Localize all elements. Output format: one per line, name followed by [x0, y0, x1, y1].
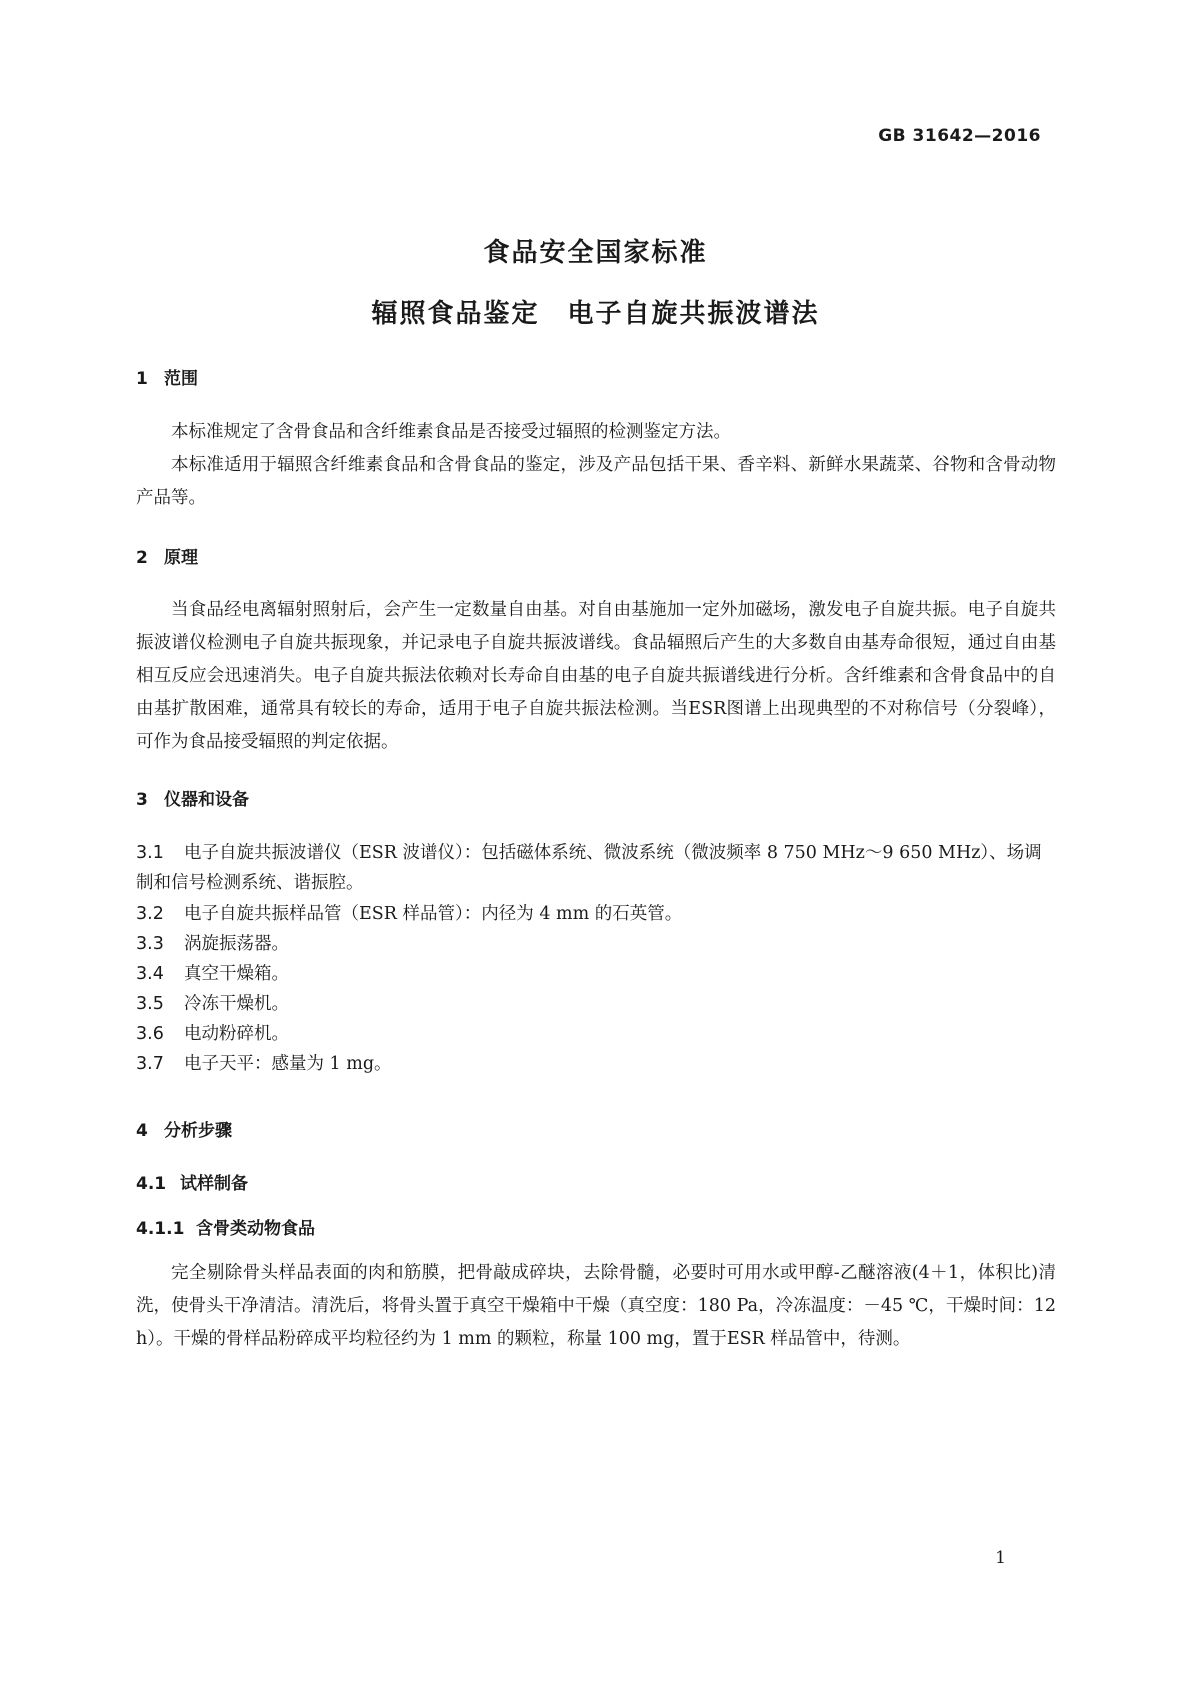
- section-number: 4: [136, 1121, 148, 1141]
- item-text: 冷冻干燥机。: [184, 994, 289, 1014]
- item-text: 电子自旋共振波谱仪（ESR 波谱仪）：包括磁体系统、微波系统（微波频率 8 750 MHz～9 650 MHz）、场调制和信号检测系统、谐振腔。: [136, 843, 1042, 893]
- subsection-4-1-heading: [136, 1169, 248, 1194]
- item-number: 3.5: [136, 994, 164, 1014]
- item-number: 3.3: [136, 934, 164, 954]
- item-number: 3.7: [136, 1054, 164, 1074]
- list-item: [136, 929, 1056, 959]
- section-number: 2: [136, 548, 148, 568]
- paragraph: 本标准适用于辐照含纤维素食品和含骨食品的鉴定，涉及产品包括干果、香辛料、新鲜水果蔬菜、谷物和含骨动物产品等。: [136, 455, 1056, 508]
- section-3-heading: [136, 785, 249, 810]
- section-title: 分析步骤: [164, 1121, 232, 1141]
- list-item: [136, 1019, 1056, 1049]
- section-number: 4.1.1: [136, 1219, 185, 1239]
- section-title: 范围: [164, 369, 198, 389]
- list-item: [136, 1049, 1056, 1079]
- section-number: 3: [136, 790, 148, 810]
- section-number: 1: [136, 369, 148, 389]
- standard-code: GB 31642—2016: [878, 126, 1041, 146]
- item-text: 电子自旋共振样品管（ESR 样品管）：内径为 4 mm 的石英管。: [184, 904, 683, 924]
- item-text: 电动粉碎机。: [184, 1024, 289, 1044]
- list-item: [136, 838, 1056, 898]
- list-item: [136, 899, 1056, 929]
- section-2-heading: [136, 543, 198, 568]
- page-number: 1: [995, 1548, 1006, 1568]
- paragraph: 完全剔除骨头样品表面的肉和筋膜，把骨敲成碎块，去除骨髓，必要时可用水或甲醇-乙醚溶液(4＋1，体积比)清洗，使骨头干净清洁。清洗后，将骨头置于真空干燥箱中干燥（真空度：180 Pa，冷冻温度：－45 ℃，干燥时间：12 h）。干燥的骨样品粉碎成平均粒径约为 1 mm 的颗粒，称量 100 mg，置于ESR 样品管中，待测。: [136, 1263, 1056, 1349]
- sub-title: 辐照食品鉴定 电子自旋共振波谱法: [371, 299, 820, 329]
- section-title: 含骨类动物食品: [196, 1219, 315, 1239]
- item-number: 3.6: [136, 1024, 164, 1044]
- paragraph: 本标准规定了含骨食品和含纤维素食品是否接受过辐照的检测鉴定方法。: [171, 422, 731, 442]
- section-title: 仪器和设备: [164, 790, 249, 810]
- main-title: 食品安全国家标准: [483, 238, 708, 268]
- item-text: 真空干燥箱。: [184, 964, 289, 984]
- section-4-heading: [136, 1116, 232, 1141]
- item-number: 3.1: [136, 843, 164, 863]
- paragraph: 当食品经电离辐射照射后，会产生一定数量自由基。对自由基施加一定外加磁场，激发电子自旋共振。电子自旋共振波谱仪检测电子自旋共振现象，并记录电子自旋共振波谱线。食品辐照后产生的大多数自由基寿命很短，通过自由基相互反应会迅速消失。电子自旋共振法依赖对长寿命自由基的电子自旋共振谱线进行分析。含纤维素和含骨食品中的自由基扩散困难，通常具有较长的寿命，适用于电子自旋共振法检测。当ESR图谱上出现典型的不对称信号（分裂峰），可作为食品接受辐照的判定依据。: [136, 600, 1056, 752]
- section-1-heading: [136, 364, 198, 389]
- section-title: 试样制备: [180, 1174, 248, 1194]
- list-item: [136, 959, 1056, 989]
- list-item: [136, 989, 1056, 1019]
- item-text: 电子天平：感量为 1 mg。: [184, 1054, 392, 1074]
- section-number: 4.1: [136, 1174, 167, 1194]
- item-text: 涡旋振荡器。: [184, 934, 289, 954]
- item-number: 3.4: [136, 964, 164, 984]
- subsection-4-1-1-heading: [136, 1214, 315, 1239]
- item-number: 3.2: [136, 904, 164, 924]
- section-title: 原理: [164, 548, 198, 568]
